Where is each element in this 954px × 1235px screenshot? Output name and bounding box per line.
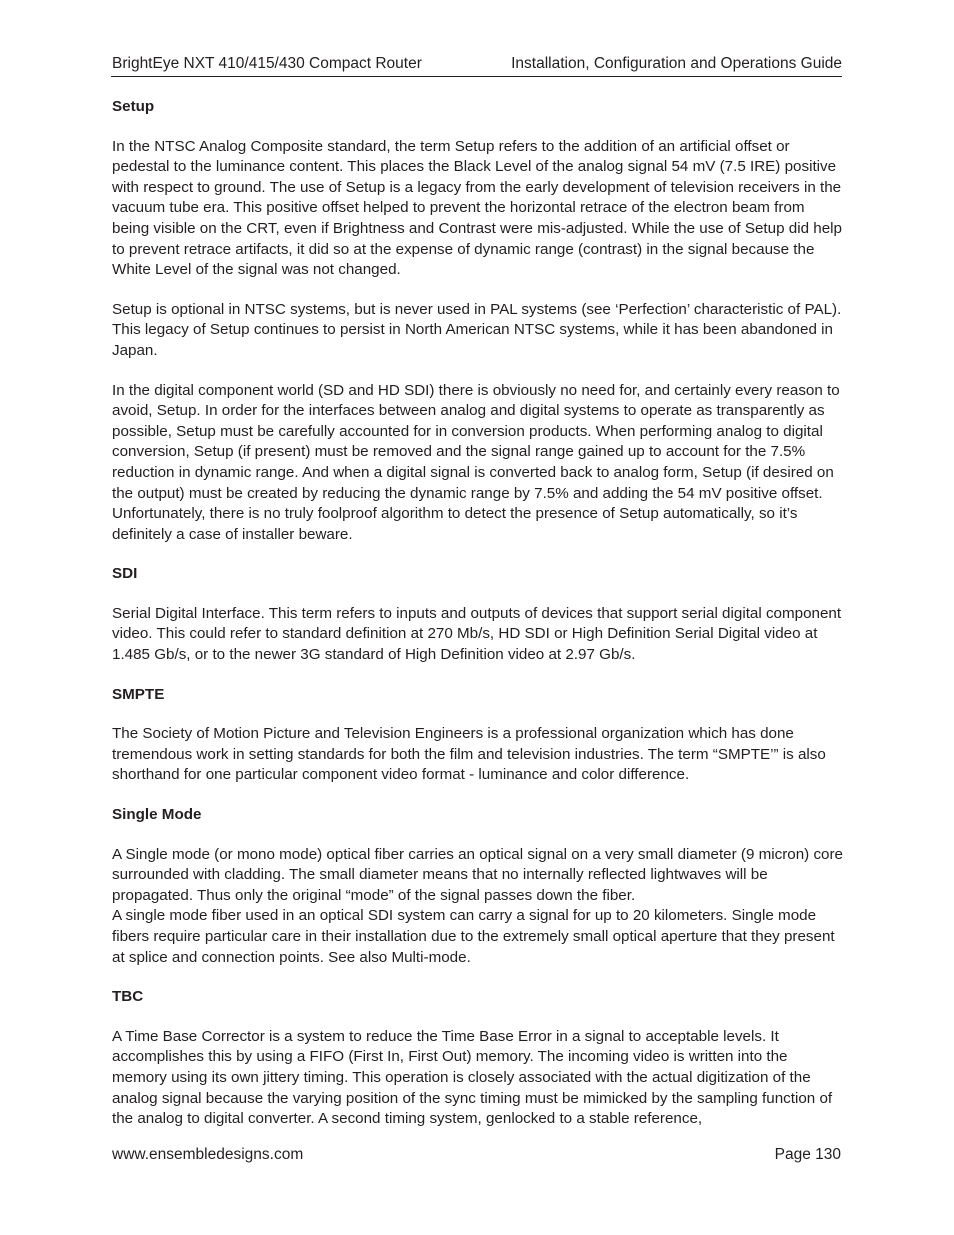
page-number: Page 130 [774,1146,841,1163]
section-heading: SDI [112,565,138,583]
section-setup [112,97,843,545]
paragraph: Serial Digital Interface. This term refers to inputs and outputs of devices that support serial digital component video. This could refer to standard definition at 270 Mb/s, HD SDI or High Definition Serial Digital video at 1.485 Gb/s, or to the newer 3G standard of High Definition video at 2.97 Gb/s. [112,604,842,664]
section-heading: TBC [112,988,144,1006]
section-heading: Setup [112,98,155,115]
paragraph: In the digital component world (SD and HD SDI) there is obviously no need for, and certainly every reason to avoid, Setup. In order for the interfaces between analog and digital systems to operate as transparently as possible, Setup must be carefully accounted for in conversion products. When performing analog to digital conversion, Setup (if present) must be removed and the signal range gained up to account for the 7.5% reduction in dynamic range. And when a digital signal is converted back to analog form, Setup (if desired on the output) must be created by reducing the dynamic range by 7.5% and adding the 54 mV positive offset. Unfortunately, there is no truly foolproof algorithm to detect the presence of Setup automatically, so it’s definitely a case of installer beware. [112,381,840,543]
paragraph: The Society of Motion Picture and Television Engineers is a professional organization which has done tremendous work in setting standards for both the film and television industries. The term “SMPTE’” is also shorthand for one particular component video format - luminance and color difference. [112,725,826,784]
header-guide-title: Installation, Configuration and Operations Guide [511,55,842,72]
paragraph: A Time Base Corrector is a system to reduce the Time Base Error in a signal to acceptable levels. It accomplishes this by using a FIFO (First In, First Out) memory. The incoming video is written into the memory using its own jittery timing. This operation is closely associated with the actual digitization of the analog signal because the varying position of the sync timing must be mimicked by the sampling function of the analog to digital converter. A second timing system, genlocked to a stable reference, [112,1027,833,1128]
section-tbc [112,987,843,1130]
header-product-title: BrightEye NXT 410/415/430 Compact Router [112,55,422,72]
section-single-mode [112,805,843,968]
paragraph: Setup is optional in NTSC systems, but is never used in PAL systems (see ‘Perfection’ characteristic of PAL). This legacy of Setup continues to persist in North American NTSC systems, while it has been abandoned in Japan. [112,300,842,359]
paragraph: In the NTSC Analog Composite standard, the term Setup refers to the addition of an artificial offset or pedestal to the luminance content. This places the Black Level of the analog signal 54 mV (7.5 IRE) positive with respect to ground. The use of Setup is a legacy from the early development of television receivers in the vacuum tube era. This positive offset helped to prevent the horizontal retrace of the electron beam from being visible on the CRT, even if Brightness and Contrast were mis-adjusted. While the use of Setup did help to prevent retrace artifacts, it did so at the expense of dynamic range (contrast) in the signal because the White Level of the signal was not changed. [112,137,842,279]
glossary-content [112,97,843,1149]
page-header [111,54,842,77]
paragraph: A single mode fiber used in an optical SDI system can carry a signal for up to 20 kilometers. Single mode fibers require particular care in their installation due to the extremely small optical aperture that they present at splice and connection points. See also Multi-mode. [112,907,835,966]
paragraph: A Single mode (or mono mode) optical fiber carries an optical signal on a very small diameter (9 micron) core surrounded with cladding. The small diameter means that no internally reflected lightwaves will be propagated. Thus only the original “mode” of the signal passes down the fiber. [112,845,844,904]
section-smpte [112,685,843,786]
footer-website-link[interactable]: www.ensembledesigns.com [112,1146,304,1163]
section-heading: Single Mode [112,806,202,824]
section-sdi [112,564,843,665]
section-heading: SMPTE [112,685,165,703]
